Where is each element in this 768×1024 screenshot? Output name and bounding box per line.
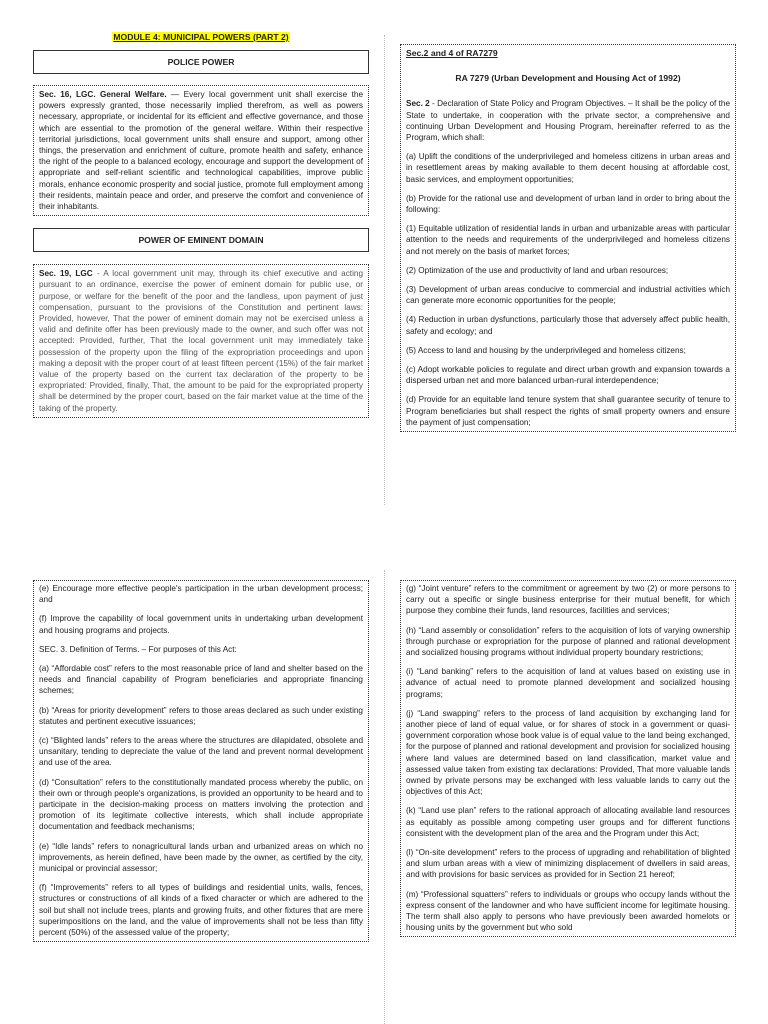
eminent-domain-text: [33, 264, 369, 418]
list-item: (4) Reduction in urban dysfunctions, particularly those that adversely affect public health, safety and ecology; and: [406, 315, 730, 336]
right-column: [400, 580, 736, 937]
list-item: (e) “Idle lands” refers to nonagricultural lands urban and urbanized areas on which no improvements, as herein defined, have been made by the owner, as certified by the city, municipal or provincial assessor;: [39, 841, 363, 874]
left-column: [33, 580, 369, 942]
list-item: (j) “Land swapping” refers to the process of land acquisition by exchanging land for another piece of land of equal value, or for shares of stock in a government or quasi-government corporation whose book value is of equal value to the land being exchanged, for the purpose of planned and rational development and provision for socialized housing where land values are determined based on land classification, market value and assessed value taken from existing tax declarations: Provided, That more valuable lands owned by private persons may be exchanged with less valuable lands to carry out the objectives of this Act;: [406, 708, 730, 797]
definitions-box-right: [400, 580, 736, 937]
list-item: (e) Encourage more effective people's participation in the urban development process; and: [39, 584, 363, 605]
list-item: (m) “Professional squatters” refers to individuals or groups who occupy lands without the express consent of the landowner and who have sufficient income for legitimate housing. The term shall also apply to persons who have previously been awarded homelots or housing units by the government but who sold: [406, 889, 730, 933]
sec16-body: — Every local government unit shall exercise the powers expressly granted, those necessarily implied therefrom, as well as powers necessary, appropriate, or incidental for its efficient and effective governance, and those which are essential to the promotion of the general welfare. Within their respective territorial jurisdictions, local government units shall ensure and support, among other things, the preservation and enrichment of culture, promote health and safety, enhance the right of the people to a balanced ecology, encourage and support the development of appropriate and self-reliant scientific and technological capabilities, improve public morals, enhance economic prosperity and social justice, promote full employment among their residents, maintain peace and order, and preserve the comfort and convenience of their inhabitants.: [39, 90, 363, 212]
list-item: SEC. 3. Definition of Terms. – For purposes of this Act:: [39, 644, 237, 654]
left-column: [33, 0, 369, 418]
list-item: (g) “Joint venture” refers to the commitment or agreement by two (2) or more persons to carry out a specific or single business enterprise for their mutual benefit, for which purpose they combine their funds, land resources, facilities and services;: [406, 584, 730, 616]
list-item: (f) “Improvements” refers to all types of buildings and residential units, walls, fences, structures or constructions of all kinds of a fixed character or which are adhered to the soil but shall not include trees, plants and growing fruits, and other fixtures that are mere superimpositions on the land, and the value of improvements shall not be less than fifty percent (50%) of the assessed value of the property;: [39, 883, 363, 938]
sec2-lead: Sec. 2: [406, 99, 430, 109]
list-item: (k) “Land use plan” refers to the rational approach of allocating available land resources as equitably as possible among competing user groups and for different functions consistent with the development plan of the area and the Program under this Act;: [406, 806, 730, 838]
list-item: (d) Provide for an equitable land tenure system that shall guarantee security of tenure to Program beneficiaries but shall respect the rights of small property owners and ensure the payment of just compensation;: [406, 395, 730, 427]
sec16-lead: Sec. 16, LGC. General Welfare.: [39, 90, 167, 99]
list-item: (5) Access to land and housing by the underprivileged and homeless citizens;: [406, 345, 686, 355]
ra7279-box: [400, 44, 736, 432]
list-item: (1) Equitable utilization of residential lands in urban and urbanizable areas with particular attention to the needs and requirements of the underprivileged and homeless citizens and not merely on the basis of market forces;: [406, 224, 730, 256]
eminent-domain-heading: POWER OF EMINENT DOMAIN: [33, 228, 369, 252]
list-item: (h) “Land assembly or consolidation” refers to the acquisition of lots of varying ownership through purchase or expropriation for the purpose of planned and rational development and socialized housing programs without individual property boundary restrictions;: [406, 625, 730, 658]
list-item: (a) “Affordable cost” refers to the most reasonable price of land and shelter based on the needs and financial capability of Program beneficiaries and appropriate financing schemes;: [39, 664, 363, 696]
sec19-lead: Sec. 19, LGC: [39, 269, 93, 279]
list-item: (i) “Land banking” refers to the acquisition of land at values based on existing use in advance of actual need to promote planned development and socialized housing programs;: [406, 667, 730, 699]
police-power-text: [33, 85, 369, 216]
police-power-heading: POLICE POWER: [33, 50, 369, 74]
module-title: MODULE 4: MUNICIPAL POWERS (PART 2): [113, 32, 289, 42]
page-2: [0, 570, 768, 1024]
right-column: [400, 0, 736, 432]
definitions-box-left: [33, 580, 369, 942]
ra7279-title: RA 7279 (Urban Development and Housing Act of 1992): [455, 73, 681, 84]
column-divider: [384, 35, 385, 505]
sec19-body: - A local government unit may, through its chief executive and acting pursuant to an ordinance, exercise the power of eminent domain for public use, or purpose, or welfare for the benefit of the poor and the landless, upon payment of just compensation, pursuant to the provisions of the Constitution and pertinent laws: Provided, however, That the power of eminent domain may not be exercised unless a valid and definite offer has been previously made to the owner, and such offer was not accepted: Provided, further, That the local government unit may immediately take possession of the property upon the filing of the expropriation proceedings and upon making a deposit with the proper court of at least fifteen percent (15%) of the fair market value of the property based on the current tax declaration of the property to be expropriated: Provided, finally, That, the amount to be paid for the expropriated property shall be determined by the proper court, based on the fair market value at the time of the taking of the property.: [39, 269, 363, 413]
list-item: (c) “Blighted lands” refers to the areas where the structures are dilapidated, obsolete and unsanitary, tending to depreciate the value of the land and prevent normal development and use of the area.: [39, 736, 363, 768]
list-item: (f) Improve the capability of local government units in undertaking urban development and housing programs and projects.: [39, 614, 363, 635]
list-item: (3) Development of urban areas conducive to commercial and industrial activities which can generate more economic opportunities for the people;: [406, 285, 730, 306]
column-divider: [384, 570, 385, 1024]
list-item: (l) “On-site development” refers to the process of upgrading and rehabilitation of blighted and slum urban areas with a view of minimizing displacement of dwellers in said areas, and with provisions for basic services as provided for in Section 21 hereof;: [406, 848, 730, 880]
list-item: (2) Optimization of the use and productivity of land and urban resources;: [406, 265, 669, 275]
list-item: (c) Adopt workable policies to regulate and direct urban growth and expansion towards a dispersed urban net and more balanced urban-rural interdependence;: [406, 365, 730, 386]
page-1: [0, 0, 768, 510]
ra7279-reference: Sec.2 and 4 of RA7279: [406, 48, 498, 58]
sec2-body: - Declaration of State Policy and Program Objectives. – It shall be the policy of the State to undertake, in cooperation with the private sector, a comprehensive and continuing Urban Development and Housing Program, hereinafter referred to as the Program, which shall:: [406, 99, 731, 143]
list-item: (b) Provide for the rational use and development of urban land in order to bring about the following:: [406, 193, 730, 215]
page-gap: [0, 510, 768, 570]
list-item: (b) “Areas for priority development” refers to those areas declared as such under existing statutes and pertinent executive issuances;: [39, 705, 363, 726]
list-item: (d) “Consultation” refers to the constitutionally mandated process whereby the public, on their own or through people's organizations, is provided an opportunity to be heard and to participate in the decision-making process on matters involving the protection and promotion of its legitimate collective interests, which shall include appropriate documentation and feedback mechanisms;: [39, 777, 363, 832]
list-item: (a) Uplift the conditions of the underprivileged and homeless citizens in urban areas and in resettlement areas by making available to them decent housing at affordable cost, basic services, and employment opportunities;: [406, 152, 730, 184]
